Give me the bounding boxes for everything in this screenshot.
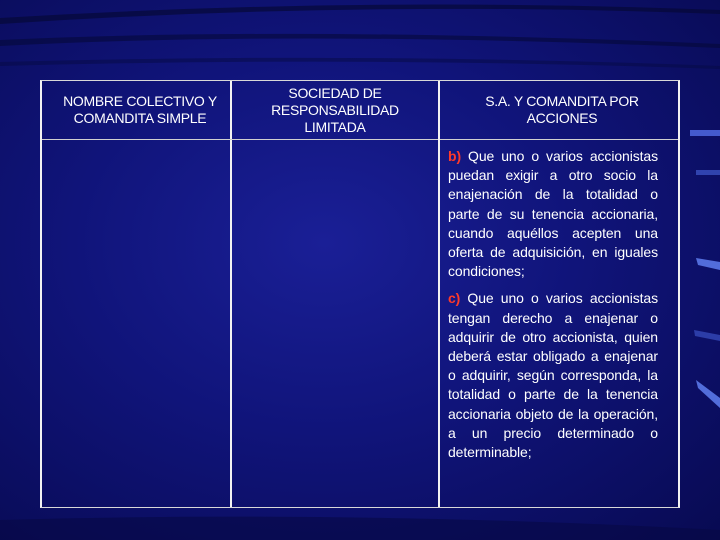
item-letter: b) xyxy=(448,148,462,164)
bg-stripe xyxy=(0,34,720,48)
comparison-table xyxy=(40,80,680,508)
header-divider xyxy=(42,139,438,140)
item-text: Que uno o varios accionistas puedan exigir a otro socio la enajenación de la totalidad o parte de su tenencia accionaria, cuando aquéllos acepten una oferta de adquisición, en iguales condiciones; xyxy=(448,148,658,280)
bg-stripe xyxy=(0,517,720,540)
column-divider xyxy=(438,81,440,507)
bg-stripe xyxy=(0,5,720,24)
list-item xyxy=(448,289,658,462)
sa-column-content xyxy=(448,147,658,470)
list-item xyxy=(448,147,658,281)
bg-stripe xyxy=(0,58,720,69)
column-divider xyxy=(230,81,232,507)
header-divider xyxy=(440,139,678,140)
header-sa-comandita-acciones: S.A. Y COMANDITA POR ACCIONES xyxy=(485,93,639,126)
bg-stripe xyxy=(690,130,720,136)
header-sociedad-responsabilidad-limitada: SOCIEDAD DE RESPONSABILIDAD LIMITADA xyxy=(271,84,399,135)
bg-stripe xyxy=(696,170,720,175)
item-letter: c) xyxy=(448,290,461,307)
item-text: Que uno o varios accionistas tengan derecho a enajenar o adquirir de otro accionista, quien deberá estar obligado a enajenar o adquirir, según corresponda, la totalidad o parte de la tenencia accionaria objeto de la operación, a un precio determinado o determinable; xyxy=(448,290,658,461)
bg-stripe xyxy=(696,380,720,408)
bg-stripe xyxy=(696,258,720,270)
bg-stripe xyxy=(694,330,720,341)
header-nombre-colectivo: NOMBRE COLECTIVO Y COMANDITA SIMPLE xyxy=(63,93,217,126)
